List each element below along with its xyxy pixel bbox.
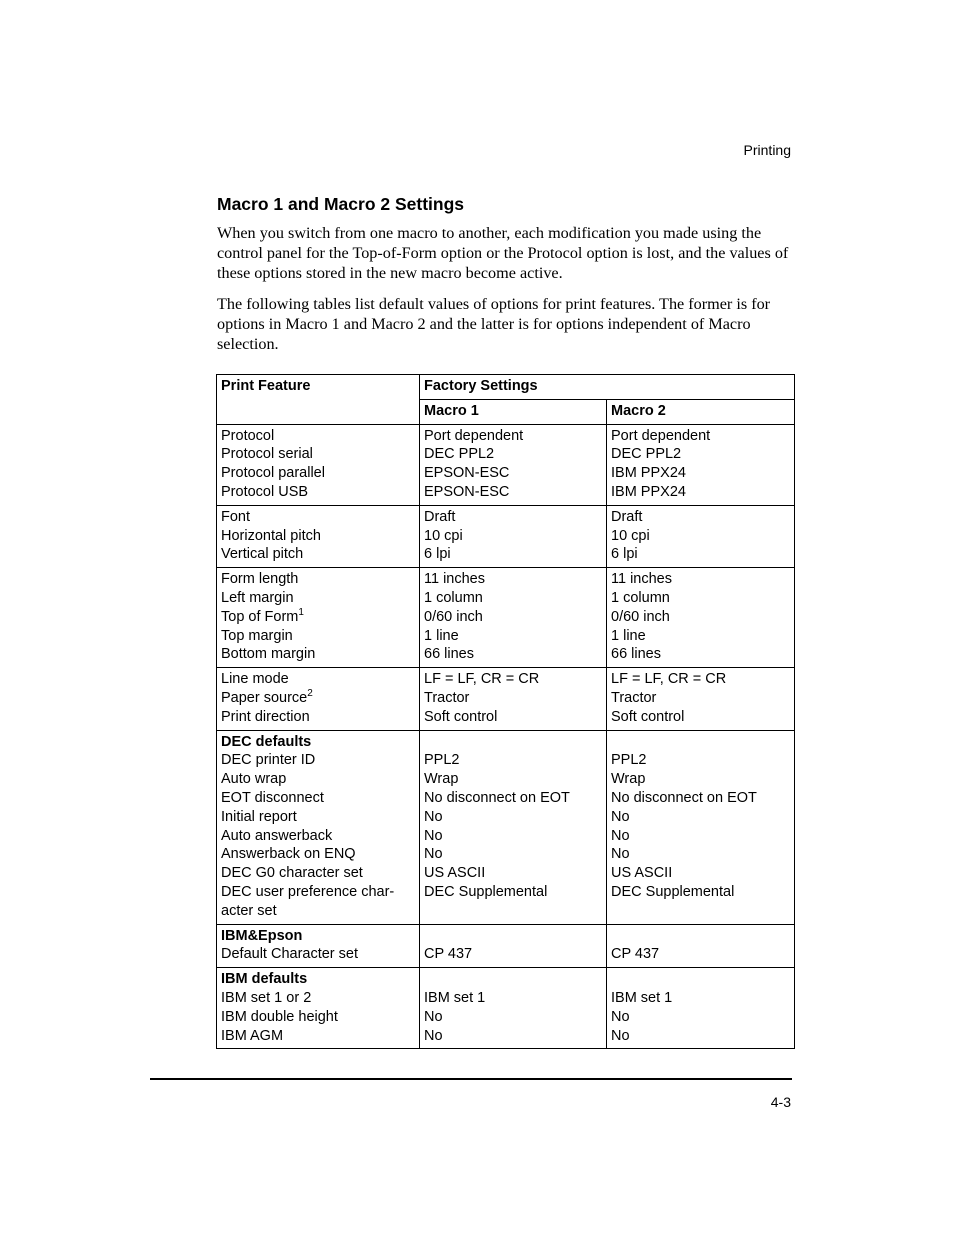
feature-text: Print direction <box>221 708 310 725</box>
macro-2-cell <box>607 505 795 567</box>
feature-label <box>221 483 415 502</box>
feature-label <box>221 608 415 627</box>
setting-value: 0/60 inch <box>611 608 670 625</box>
feature-label <box>221 770 415 789</box>
setting-value: Draft <box>611 508 643 525</box>
feature-cell <box>217 730 420 924</box>
feature-text: Protocol USB <box>221 483 309 500</box>
group-heading: IBM&Epson <box>221 927 303 944</box>
setting-value: No disconnect on EOT <box>611 789 757 806</box>
feature-label <box>221 1008 415 1027</box>
setting-value: No <box>424 1008 443 1025</box>
setting-value: Soft control <box>424 708 498 725</box>
feature-label <box>221 545 415 564</box>
setting-value: LF = LF, CR = CR <box>424 671 540 688</box>
feature-text: IBM double height <box>221 1008 338 1025</box>
footnote-marker: 2 <box>307 687 313 699</box>
table-row <box>217 568 795 668</box>
header-print-feature: Print Feature <box>217 375 420 425</box>
feature-label <box>221 808 415 827</box>
feature-label <box>221 689 415 708</box>
group-heading: IBM defaults <box>221 971 308 988</box>
setting-value: 10 cpi <box>424 527 463 544</box>
setting-value: No disconnect on EOT <box>424 789 570 806</box>
setting-value: EPSON-ESC <box>424 483 510 500</box>
feature-text: Answerback on ENQ <box>221 846 356 863</box>
setting-value: No <box>611 846 630 863</box>
macro-2-cell <box>607 668 795 730</box>
setting-value: No <box>424 827 443 844</box>
setting-value: 11 inches <box>611 571 672 588</box>
feature-text: Horizontal pitch <box>221 527 321 544</box>
setting-value: PPL2 <box>424 752 460 769</box>
intro-paragraph: When you switch from one macro to another, each modification you made using the control panel for the Top-of-Form option or the Protocol option is lost, and the values of these options stored in the new macro become active. <box>217 224 789 282</box>
setting-value: PPL2 <box>611 752 647 769</box>
setting-value: DEC PPL2 <box>424 446 495 463</box>
feature-cell <box>217 505 420 567</box>
setting-value: CP 437 <box>424 946 473 963</box>
heading-spacer <box>611 970 790 989</box>
feature-label <box>221 883 415 921</box>
setting-value: IBM PPX24 <box>611 465 686 482</box>
macro-2-cell <box>607 968 795 1049</box>
group-heading: DEC defaults <box>221 733 312 750</box>
heading-spacer <box>424 970 602 989</box>
feature-label <box>221 945 415 964</box>
setting-value: No <box>424 1027 443 1044</box>
table-body <box>217 424 795 1049</box>
setting-value: 11 inches <box>424 571 485 588</box>
macro-2-cell <box>607 924 795 968</box>
feature-label <box>221 527 415 546</box>
macro-2-cell <box>607 568 795 668</box>
feature-label <box>221 589 415 608</box>
setting-value: 66 lines <box>611 646 661 663</box>
setting-value: 66 lines <box>424 646 474 663</box>
feature-text: Auto wrap <box>221 771 287 788</box>
feature-label <box>221 645 415 664</box>
feature-text: Top margin <box>221 627 293 644</box>
header-factory-settings: Factory Settings <box>420 375 795 400</box>
setting-value: Wrap <box>611 771 646 788</box>
setting-value: Soft control <box>611 708 685 725</box>
feature-text: Font <box>221 508 251 525</box>
setting-value: DEC Supplemental <box>611 883 735 900</box>
setting-value: No <box>424 846 443 863</box>
setting-value: No <box>424 808 443 825</box>
feature-label <box>221 670 415 689</box>
macro-1-cell <box>420 968 607 1049</box>
feature-text: DEC G0 character set <box>221 865 363 882</box>
feature-cell <box>217 968 420 1049</box>
feature-text: DEC user preference char-acter set <box>221 883 395 919</box>
setting-value: Draft <box>424 508 456 525</box>
footnote-marker: 1 <box>298 606 304 618</box>
feature-text: EOT disconnect <box>221 789 324 806</box>
feature-text: DEC printer ID <box>221 752 316 769</box>
feature-text: Paper source <box>221 689 308 706</box>
footer-rule <box>150 1078 792 1080</box>
table-row <box>217 668 795 730</box>
feature-cell <box>217 424 420 505</box>
heading-spacer <box>424 733 602 752</box>
feature-text: Protocol serial <box>221 446 313 463</box>
table-row <box>217 968 795 1049</box>
feature-label <box>221 864 415 883</box>
table-header-row <box>217 375 795 400</box>
setting-value: IBM set 1 <box>424 989 486 1006</box>
feature-label <box>221 989 415 1008</box>
feature-text: Form length <box>221 571 299 588</box>
macro-2-cell <box>607 730 795 924</box>
tables-description-paragraph: The following tables list default values of options for print features. The former is for options in Macro 1 and Macro 2 and the latter is for options independent of Macro selection. <box>217 295 771 353</box>
feature-label <box>221 627 415 646</box>
feature-text: Left margin <box>221 589 294 606</box>
feature-label <box>221 1027 415 1046</box>
table-row <box>217 424 795 505</box>
setting-value: Port dependent <box>611 427 711 444</box>
feature-text: IBM AGM <box>221 1027 284 1044</box>
setting-value: Tractor <box>611 689 657 706</box>
heading-spacer <box>424 927 602 946</box>
feature-label <box>221 570 415 589</box>
table-row <box>217 924 795 968</box>
feature-text: Vertical pitch <box>221 546 304 563</box>
running-head: Printing <box>743 142 791 158</box>
setting-value: 1 line <box>424 627 459 644</box>
feature-label <box>221 445 415 464</box>
macro-1-cell <box>420 730 607 924</box>
setting-value: No <box>611 827 630 844</box>
feature-label <box>221 751 415 770</box>
heading-spacer <box>611 733 790 752</box>
header-macro-1: Macro 1 <box>420 399 607 424</box>
feature-label <box>221 845 415 864</box>
setting-value: US ASCII <box>611 865 673 882</box>
feature-label <box>221 464 415 483</box>
setting-value: 1 column <box>611 589 670 606</box>
feature-label <box>221 827 415 846</box>
macro-1-cell <box>420 505 607 567</box>
setting-value: Port dependent <box>424 427 524 444</box>
setting-value: IBM set 1 <box>611 989 673 1006</box>
feature-text: Initial report <box>221 808 297 825</box>
feature-label <box>221 789 415 808</box>
macro-1-cell <box>420 424 607 505</box>
setting-value: 0/60 inch <box>424 608 483 625</box>
setting-value: LF = LF, CR = CR <box>611 671 727 688</box>
setting-value: 10 cpi <box>611 527 650 544</box>
feature-text: Line mode <box>221 671 289 688</box>
setting-value: EPSON-ESC <box>424 465 510 482</box>
feature-cell <box>217 924 420 968</box>
feature-label <box>221 427 415 446</box>
macro-1-cell <box>420 668 607 730</box>
page-number: 4-3 <box>770 1094 791 1110</box>
feature-text: Top of Form <box>221 608 299 625</box>
setting-value: US ASCII <box>424 865 486 882</box>
setting-value: No <box>611 1027 630 1044</box>
header-macro-2: Macro 2 <box>607 399 795 424</box>
feature-text: Protocol <box>221 427 275 444</box>
feature-label <box>221 708 415 727</box>
table-row <box>217 505 795 567</box>
feature-cell <box>217 568 420 668</box>
macro-settings-table <box>216 374 795 1049</box>
feature-text: Auto answerback <box>221 827 333 844</box>
setting-value: DEC Supplemental <box>424 883 548 900</box>
setting-value: CP 437 <box>611 946 660 963</box>
setting-value: 6 lpi <box>611 546 638 563</box>
setting-value: Tractor <box>424 689 470 706</box>
setting-value: 1 column <box>424 589 483 606</box>
table-row <box>217 730 795 924</box>
setting-value: 1 line <box>611 627 646 644</box>
setting-value: No <box>611 1008 630 1025</box>
feature-label <box>221 508 415 527</box>
feature-text: Default Character set <box>221 946 359 963</box>
setting-value: DEC PPL2 <box>611 446 682 463</box>
setting-value: Wrap <box>424 771 459 788</box>
heading-spacer <box>611 927 790 946</box>
section-title: Macro 1 and Macro 2 Settings <box>217 194 465 214</box>
feature-text: Bottom margin <box>221 646 316 663</box>
macro-1-cell <box>420 924 607 968</box>
setting-value: No <box>611 808 630 825</box>
setting-value: IBM PPX24 <box>611 483 686 500</box>
feature-text: Protocol parallel <box>221 465 325 482</box>
macro-2-cell <box>607 424 795 505</box>
macro-1-cell <box>420 568 607 668</box>
feature-cell <box>217 668 420 730</box>
setting-value: 6 lpi <box>424 546 451 563</box>
feature-text: IBM set 1 or 2 <box>221 989 312 1006</box>
